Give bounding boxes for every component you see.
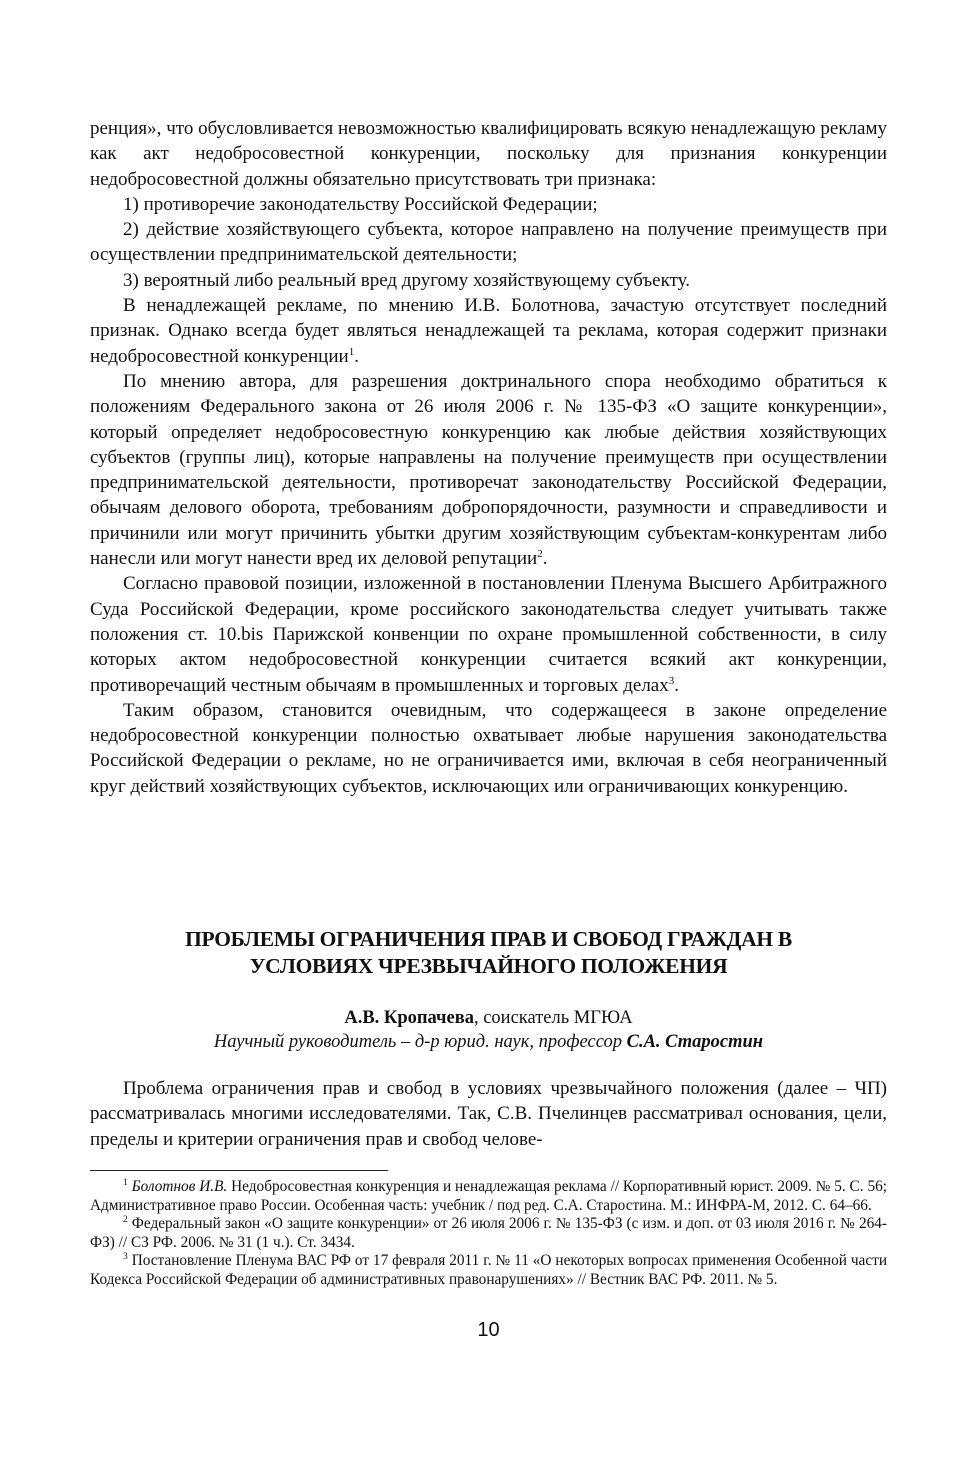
advisor-name: С.А. Старостин	[626, 1032, 764, 1052]
intro-paragraph: Проблема ограничения прав и свобод в условиях чрезвычайного положения (далее – ЧП) рассматривалась многими исследователями. Так, С.В. Пчелинцев рассматривал основания, цели, пределы и критерии ограничения прав и свобод челове-	[90, 1078, 887, 1150]
footnote-1-text: Недобросовестная конкуренция и ненадлежащая реклама // Корпоративный юрист. 2009. № 5. С. 56; Административное право России. Особенная часть: учебник / под ред. С.А. Старостина. М.: ИНФРА-М, 2012. С. 64–66.	[90, 1178, 888, 1214]
criterion-2: 2) действие хозяйствующего субъекта, которое направлено на получение преимуществ при осуществлении предпринимательской деятельности;	[90, 219, 887, 266]
footnotes	[90, 1178, 887, 1290]
author-affiliation: , соискатель МГЮА	[473, 1008, 633, 1028]
paragraph-legal-position	[90, 571, 887, 697]
paragraph-1: ренция», что обусловливается невозможностью квалифицировать всякую ненадлежащую рекламу как акт недобросовестной конкуренции, поскольку для признания конкуренции недобросовестной должны обязательно присутствовать три признака:	[90, 118, 887, 190]
paragraph-conclusion: Таким образом, становится очевидным, что содержащееся в законе определение недобросовестной конкуренции полностью охватывает любые нарушения законодательства Российской Федерации о рекламе, но не ограничивается ими, включая в себя неограниченный круг действий хозяйствующих субъектов, исключающих или ограничивающих конкуренцию.	[90, 699, 887, 797]
footnote-ref-3[interactable]: 3	[668, 674, 675, 687]
article-title-line-1: ПРОБЛЕМЫ ОГРАНИЧЕНИЯ ПРАВ И СВОБОД ГРАЖДАН В	[185, 927, 792, 951]
footnote-separator	[90, 1170, 388, 1171]
period: .	[354, 345, 359, 367]
article-title-line-2: УСЛОВИЯХ ЧРЕЗВЫЧАЙНОГО ПОЛОЖЕНИЯ	[249, 954, 728, 978]
page-number: 10	[477, 1319, 500, 1341]
paragraph-bolotnov-text: В ненадлежащей рекламе, по мнению И.В. Болотнова, зачастую отсутствует последний признак. Однако всегда будет являться ненадлежащей та реклама, которая содержит признаки недобросовестной конкуренции	[90, 295, 887, 367]
footnote-ref-2[interactable]: 2	[537, 548, 543, 561]
author-name: А.В. Кропачева	[344, 1008, 474, 1028]
paragraph-author-opinion	[90, 369, 887, 571]
criterion-1: 1) противоречие законодательству Российской Федерации;	[123, 193, 598, 215]
footnote-2	[90, 1215, 887, 1252]
footnote-3	[90, 1252, 887, 1289]
article-intro	[90, 1076, 887, 1152]
page	[90, 116, 888, 1341]
footnote-1-author: Болотнов И.В.	[131, 1178, 228, 1195]
paragraph-author-opinion-text: По мнению автора, для разрешения доктринального спора необходимо обратиться к положениям Федерального закона от 26 июля 2006 г. № 135-ФЗ «О защите конкуренции», который определяет недобросовестную конкуренцию как любые действия хозяйствующих субъектов (группы лиц), которые направлены на получение преимуществ при осуществлении предпринимательской деятельности, противоречат законодательству Российской Федерации, обычаям делового оборота, требованиям добропорядочности, разумности и справедливости и причинили или могут причинить убытки другим хозяйствующим субъектам-конкурентам либо нанесли или могут нанести вред их деловой репутации	[90, 370, 887, 570]
footnote-mark-1: 1	[123, 1178, 128, 1188]
footnote-mark-2: 2	[123, 1215, 128, 1226]
period: .	[674, 674, 679, 696]
footnote-1	[90, 1178, 887, 1215]
paragraph-legal-position-text: Согласно правовой позиции, изложенной в постановлении Пленума Высшего Арбитражного Суда Российской Федерации, кроме российского законодательства следует учитывать также положения ст. 10.bis Парижской конвенции по охране промышленной собственности, в силу которых актом недобросовестной конкуренции считается всякий акт конкуренции, противоречащий честным обычаям в промышленных и торговых делах	[90, 573, 887, 696]
author-line	[90, 1006, 887, 1030]
body-text	[90, 116, 887, 799]
footnote-mark-3: 3	[123, 1252, 128, 1263]
advisor-line	[90, 1030, 887, 1054]
article-title	[90, 926, 887, 980]
footnote-2-text: Федеральный закон «О защите конкуренции» от 26 июля 2006 г. № 135-ФЗ (с изм. и доп. от 03 июля 2016 г. № 264-ФЗ) // СЗ РФ. 2006. № 31 (1 ч.). Ст. 3434.	[90, 1215, 887, 1251]
paragraph-bolotnov	[90, 293, 887, 369]
footnote-ref-1[interactable]: 1	[348, 345, 355, 358]
criterion-3: 3) вероятный либо реальный вред другому хозяйствующему субъекту.	[123, 269, 690, 291]
period: .	[542, 548, 548, 570]
advisor-prefix: Научный руководитель – д-р юрид. наук, профессор	[213, 1032, 627, 1052]
footnote-3-text: Постановление Пленума ВАС РФ от 17 февраля 2011 г. № 11 «О некоторых вопросах применения Особенной части Кодекса Российской Федерации об административных правонарушениях» // Вестник ВАС РФ. 2011. № 5.	[90, 1252, 888, 1288]
